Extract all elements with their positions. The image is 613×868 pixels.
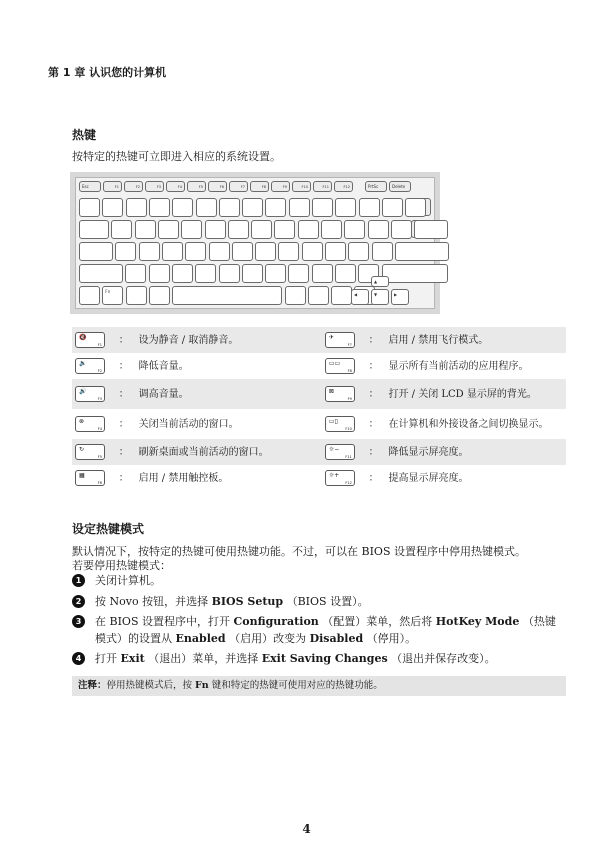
step-number: 2: [72, 595, 85, 608]
step-number: 1: [72, 574, 85, 587]
key-arrow-down: ▼: [371, 289, 389, 305]
hotkey-table: [72, 327, 566, 491]
keyboard-body: [75, 177, 435, 309]
hotkey-icon-cell: [322, 327, 369, 353]
keyboard-key: [149, 264, 170, 283]
key-f5: F5: [187, 181, 206, 192]
keyboard-key: [162, 242, 183, 261]
step-text: 关闭计算机。: [95, 574, 161, 587]
keyboard-key: [79, 286, 100, 305]
keyboard-key: [195, 264, 216, 283]
keyboard-key: [405, 198, 426, 217]
keyboard-key: [368, 220, 389, 239]
hotkey-colon: ：: [119, 439, 139, 465]
keyboard-key: [312, 198, 333, 217]
key-f9: F9: [271, 181, 290, 192]
keyboard-key: [79, 198, 100, 217]
key-f11: F11: [313, 181, 332, 192]
keyboard-key: [79, 242, 113, 261]
hotkey-icon-cell: [72, 465, 119, 491]
hotkey-row: [72, 439, 566, 465]
key-fn: Fn: [102, 286, 123, 305]
airplane-icon: ✈ F7: [325, 332, 355, 348]
keyboard-key: [331, 286, 352, 305]
note-fn: Fn: [195, 680, 209, 691]
keyboard-key: [158, 220, 179, 239]
keyboard-key: [172, 198, 193, 217]
keyboard-key: [251, 220, 272, 239]
lcd-toggle-icon: ⊠ F9: [325, 386, 355, 402]
hotkey-colon: ：: [368, 360, 379, 372]
hotkey-icon-cell: [322, 465, 369, 491]
hotkey-row: [72, 379, 566, 409]
keyboard-key: [344, 220, 365, 239]
keyboard-key: [335, 264, 356, 283]
hotkey-colon: ：: [119, 379, 139, 409]
key-f10: F10: [292, 181, 311, 192]
display-switch-icon: ▭▯ F10: [325, 416, 355, 432]
hotkey-colon: ：: [118, 472, 129, 484]
keyboard-key: [126, 198, 147, 217]
keyboard-key: [308, 286, 329, 305]
hotkey-description: 刷新桌面或当前活动的窗口。: [139, 439, 316, 465]
step-4: [72, 650, 560, 667]
keyboard-key: [302, 242, 323, 261]
keyboard-key: [289, 198, 310, 217]
key-f2: F2: [124, 181, 143, 192]
keyboard-key: [348, 242, 369, 261]
step-text: 打开 Exit （退出）菜单，并选择 Exit Saving Changes （退出并保存改变）。: [95, 652, 496, 665]
keyboard-key: [285, 286, 306, 305]
chapter-title: 第 1 章 认识您的计算机: [48, 66, 167, 79]
step-number: 4: [72, 652, 85, 665]
keyboard-key: [288, 264, 309, 283]
step-2: [72, 593, 560, 610]
keyboard-key: [139, 242, 160, 261]
keyboard-key: [382, 198, 403, 217]
key-f8: F8: [250, 181, 269, 192]
hotkey-icon-cell: [72, 379, 119, 409]
hotkey-mode-para2: 若要停用热键模式：: [72, 559, 171, 572]
keyboard-key: [391, 220, 412, 239]
keyboard-key: [372, 242, 393, 261]
keyboard-key: [219, 264, 240, 283]
hotkey-colon: ：: [368, 418, 379, 430]
keyboard-key: [125, 264, 146, 283]
keyboard-key: [111, 220, 132, 239]
section-title-hotkeys: 热键: [72, 128, 97, 142]
hotkey-icon-cell: [322, 409, 369, 439]
keyboard-key: [414, 220, 448, 239]
key-arrow-left: ◀: [351, 289, 369, 305]
key-f7: F7: [229, 181, 248, 192]
keyboard-key: [335, 198, 356, 217]
keyboard-key: [79, 264, 123, 283]
key-f4: F4: [166, 181, 185, 192]
keyboard-key: [382, 264, 448, 283]
hotkey-description: 设为静音 / 取消静音。: [139, 327, 316, 353]
hotkey-mode-para1: 默认情况下，按特定的热键可使用热键功能。不过，可以在 BIOS 设置程序中停用热键模式。: [72, 545, 526, 558]
touchpad-icon: ▦ F6: [75, 470, 105, 486]
keyboard-key: [265, 264, 286, 283]
hotkey-description: 打开 / 关闭 LCD 显示屏的背光。: [388, 379, 566, 409]
keyboard-key: [196, 198, 217, 217]
refresh-icon: ↻ F5: [75, 444, 105, 460]
hotkey-description: 提高显示屏亮度。: [388, 472, 469, 484]
keyboard-key: [149, 286, 170, 305]
hotkey-row: [72, 327, 566, 353]
hotkey-icon-cell: [322, 353, 369, 379]
key-space: [172, 286, 282, 305]
step-text: 在 BIOS 设置程序中，打开 Configuration （配置）菜单，然后将 HotKey Mode （热键模式）的设置从 Enabled （启用）改变为 Disabled （停用）。: [95, 615, 556, 645]
keyboard-key: [312, 264, 333, 283]
hotkey-description: 启用 / 禁用触控板。: [138, 472, 229, 484]
step-1: [72, 572, 560, 589]
keyboard-key: [115, 242, 136, 261]
hotkey-row: [72, 353, 566, 379]
close-window-icon: ⊗ F4: [75, 416, 105, 432]
hotkeys-intro: 按特定的热键可立即进入相应的系统设置。: [72, 150, 281, 163]
hotkey-description: 降低显示屏亮度。: [388, 439, 566, 465]
keyboard-key: [205, 220, 226, 239]
hotkey-icon-cell: [72, 353, 119, 379]
keyboard-key: [79, 220, 109, 239]
hotkey-row: [72, 465, 566, 491]
keyboard-key: [209, 242, 230, 261]
hotkey-description: 调高音量。: [139, 379, 316, 409]
keyboard-key: [278, 242, 299, 261]
hotkey-icon-cell: [322, 439, 369, 465]
hotkey-colon: ：: [368, 472, 379, 484]
step-number: 3: [72, 615, 85, 628]
key-f3: F3: [145, 181, 164, 192]
keyboard-key: [232, 242, 253, 261]
hotkey-icon-cell: [322, 379, 369, 409]
step-3: [72, 613, 560, 647]
hotkey-icon-cell: [72, 439, 119, 465]
mute-icon: 🔇 F1: [75, 332, 105, 348]
hotkey-colon: ：: [118, 360, 129, 372]
page-number: 4: [302, 822, 311, 836]
hotkey-icon-cell: [72, 327, 119, 353]
hotkey-colon: ：: [119, 327, 139, 353]
keyboard-key: [135, 220, 156, 239]
keyboard-key: [185, 242, 206, 261]
hotkey-colon: ：: [369, 327, 389, 353]
keyboard-key: [149, 198, 170, 217]
keyboard-key: [181, 220, 202, 239]
hotkey-description: 显示所有当前活动的应用程序。: [388, 360, 529, 372]
brightness-up-icon: ☼+ F12: [325, 470, 355, 486]
keyboard-key: [395, 242, 449, 261]
keyboard-key: [321, 220, 342, 239]
keyboard-key: [102, 198, 123, 217]
keyboard-key: [265, 198, 286, 217]
note-label: 注释：: [78, 680, 107, 691]
hotkey-description: 启用 / 禁用飞行模式。: [388, 327, 566, 353]
step-text: 按 Novo 按钮，并选择 BIOS Setup （BIOS 设置）。: [95, 595, 369, 608]
hotkey-row: [72, 409, 566, 439]
hotkey-description: 在计算机和外接设备之间切换显示。: [388, 418, 549, 430]
keyboard-key: [172, 264, 193, 283]
note-text-end: 键和特定的热键可使用对应的热键功能。: [208, 680, 383, 691]
hotkey-colon: ：: [369, 379, 389, 409]
note-box: [72, 676, 566, 696]
keyboard-key: [228, 220, 249, 239]
note-text: 停用热键模式后，按: [106, 680, 196, 691]
key-prtsc: PrtSc: [365, 181, 387, 192]
keyboard-key: [298, 220, 319, 239]
key-f6: F6: [208, 181, 227, 192]
hotkey-colon: ：: [369, 439, 389, 465]
keyboard-key: [274, 220, 295, 239]
key-arrow-up: ▲: [371, 276, 389, 287]
key-f12: F12: [334, 181, 353, 192]
key-delete: Delete: [389, 181, 411, 192]
hotkey-colon: ：: [118, 418, 129, 430]
hotkey-description: 关闭当前活动的窗口。: [138, 418, 239, 430]
key-esc: Esc: [79, 181, 101, 192]
volume-down-icon: 🔉 F2: [75, 358, 105, 374]
key-f1: F1: [103, 181, 122, 192]
key-arrow-right: ▶: [391, 289, 409, 305]
hotkey-description: 降低音量。: [138, 360, 189, 372]
volume-up-icon: 🔊 F3: [75, 386, 105, 402]
keyboard-key: [255, 242, 276, 261]
brightness-down-icon: ☼− F11: [325, 444, 355, 460]
keyboard-key: [126, 286, 147, 305]
keyboard-illustration: [70, 172, 440, 314]
keyboard-key: [325, 242, 346, 261]
keyboard-key: [219, 198, 240, 217]
keyboard-key: [359, 198, 380, 217]
keyboard-key: [242, 198, 263, 217]
hotkey-icon-cell: [72, 409, 119, 439]
keyboard-key: [242, 264, 263, 283]
section-title-hotkey-mode: 设定热键模式: [72, 522, 145, 536]
app-switch-icon: ▭▭ F8: [325, 358, 355, 374]
